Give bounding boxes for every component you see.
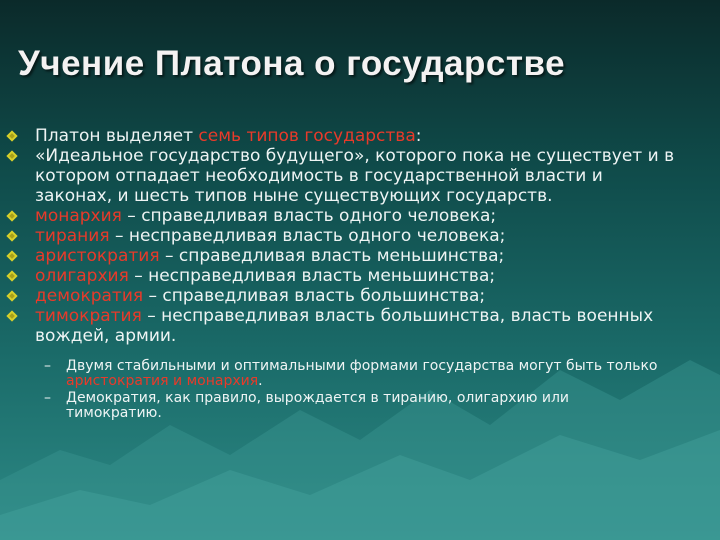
- bullet-highlight: тимократия: [35, 306, 142, 326]
- bullet-highlight: олигархия: [35, 266, 129, 286]
- sub-bullet-item: [0, 391, 666, 421]
- sub-bullet-text-tail: .: [258, 373, 263, 389]
- diamond-bullet-icon: [6, 270, 17, 281]
- dash-bullet: –: [44, 390, 51, 406]
- sub-bullet-text: Двумя стабильными и оптимальными формами государства могут быть только: [66, 358, 658, 374]
- diamond-bullet-icon: [6, 250, 17, 261]
- bullet-highlight: семь типов государства: [198, 126, 416, 146]
- slide-content: [0, 126, 720, 421]
- bullet-highlight: монархия: [35, 206, 122, 226]
- bullet-highlight: аристократия: [35, 246, 160, 266]
- bullet-item: [0, 206, 685, 226]
- bullet-text-tail: – справедливая власть большинства;: [143, 286, 486, 306]
- slide-title: Учение Платона о государстве: [18, 44, 566, 83]
- bullet-item: [0, 226, 685, 246]
- diamond-bullet-icon: [6, 150, 17, 161]
- bullet-text: Платон выделяет: [35, 126, 199, 146]
- dash-bullet: –: [44, 358, 51, 374]
- bullet-text-tail: – справедливая власть одного человека;: [121, 206, 497, 226]
- sub-bullet-highlight: аристократия и монархия: [66, 373, 259, 389]
- diamond-bullet-icon: [6, 290, 17, 301]
- bullet-item: [0, 266, 685, 286]
- diamond-bullet-icon: [6, 210, 17, 221]
- bullet-item: [0, 306, 685, 346]
- bullet-text-tail: – несправедливая власть меньшинства;: [128, 266, 496, 286]
- bullet-item: [0, 146, 685, 206]
- bullet-text-tail: :: [415, 126, 422, 146]
- bullet-item: [0, 126, 685, 146]
- bullet-highlight: тирания: [35, 226, 110, 246]
- bullet-item: [0, 286, 685, 306]
- bullet-text-tail: – справедливая власть меньшинства;: [159, 246, 505, 266]
- bullet-item: [0, 246, 685, 266]
- bullet-text: «Идеальное государство будущего», которого пока не существует и в котором отпадает необходимость в государственной власти и законах, и шесть типов ныне существующих государств.: [35, 146, 675, 206]
- bullet-text-tail: – несправедливая власть большинства, власть военных вождей, армии.: [35, 306, 654, 346]
- sub-bullet-text: Демократия, как правило, вырождается в тиранию, олигархию или тимократию.: [66, 390, 570, 421]
- diamond-bullet-icon: [6, 310, 17, 321]
- sub-bullet-item: [0, 359, 666, 389]
- bullet-text-tail: – несправедливая власть одного человека;: [109, 226, 506, 246]
- diamond-bullet-icon: [6, 230, 17, 241]
- bullet-highlight: демократия: [35, 286, 144, 306]
- diamond-bullet-icon: [6, 130, 17, 141]
